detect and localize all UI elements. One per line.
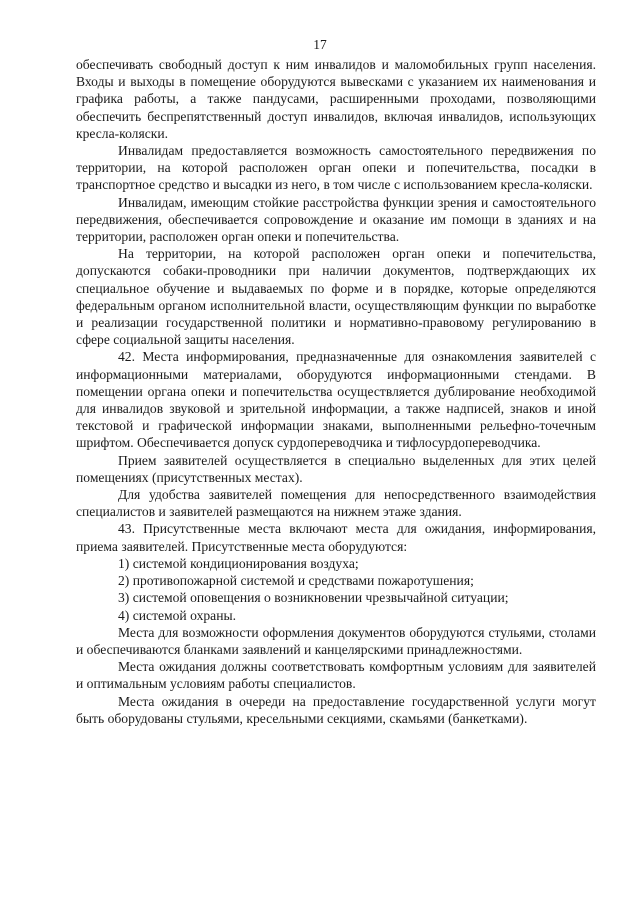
document-body <box>76 56 596 727</box>
paragraph: 4) системой охраны. <box>118 607 237 623</box>
paragraph: 3) системой оповещения о возникновении чрезвычайной ситуации; <box>118 590 509 606</box>
paragraph: Места ожидания должны соответствовать комфортным условиям для заявителей и оптимальным условиям работы специалистов. <box>76 659 596 692</box>
paragraph: Места для возможности оформления документов оборудуются стульями, столами и обеспечиваются бланками заявлений и канцелярскими принадлежностями. <box>76 624 596 657</box>
paragraph: Для удобства заявителей помещения для непосредственного взаимодействия специалистов и заявителей размещаются на нижнем этаже здания. <box>76 487 596 520</box>
paragraph: 1) системой кондиционирования воздуха; <box>118 555 359 571</box>
page-number: 17 <box>313 37 327 52</box>
paragraph: На территории, на которой расположен орган опеки и попечительства, допускаются собаки-проводники при наличии документов, подтверждающих их специальное обучение и выдаваемых по форме и в порядке, которые определяются федеральным органом исполнительной власти, осуществляющим функции по выработке и реализации государственной политики и нормативно-правовому регулированию в сфере социальной защиты населения. <box>76 246 596 348</box>
paragraph: 43. Присутственные места включают места для ожидания, информирования, приема заявителей. Присутственные места оборудуются: <box>76 521 596 554</box>
paragraph: обеспечивать свободный доступ к ним инвалидов и маломобильных групп населения. Входы и выходы в помещение оборудуются вывесками с указанием их наименования и графика работы, а также пандусами, расширенными проходами, позволяющими обеспечить беспрепятственный доступ инвалидов, включая инвалидов, использующих кресла-коляски. <box>76 57 596 141</box>
paragraph: 42. Места информирования, предназначенные для ознакомления заявителей с информационными материалами, оборудуются информационными стендами. В помещении органа опеки и попечительства осуществляется дублирование необходимой для инвалидов звуковой и зрительной информации, а также надписей, знаков и иной текстовой и графической информации знаками, выполненными рельефно-точечным шрифтом. Обеспечивается допуск сурдопереводчика и тифлосурдопереводчика. <box>76 349 596 451</box>
paragraph: 2) противопожарной системой и средствами пожаротушения; <box>118 573 474 589</box>
paragraph: Инвалидам предоставляется возможность самостоятельного передвижения по территории, на которой расположен орган опеки и попечительства, посадки в транспортное средство и высадки из него, в том числе с использованием кресла-коляски. <box>76 143 596 193</box>
paragraph: Места ожидания в очереди на предоставление государственной услуги могут быть оборудованы стульями, кресельными секциями, скамьями (банкетками). <box>76 693 596 726</box>
paragraph: Инвалидам, имеющим стойкие расстройства функции зрения и самостоятельного передвижения, обеспечивается сопровождение и оказание им помощи в зданиях и на территории, расположен орган опеки и попечительства. <box>76 194 596 245</box>
paragraph: Прием заявителей осуществляется в специально выделенных для этих целей помещениях (присутственных местах). <box>76 452 596 485</box>
